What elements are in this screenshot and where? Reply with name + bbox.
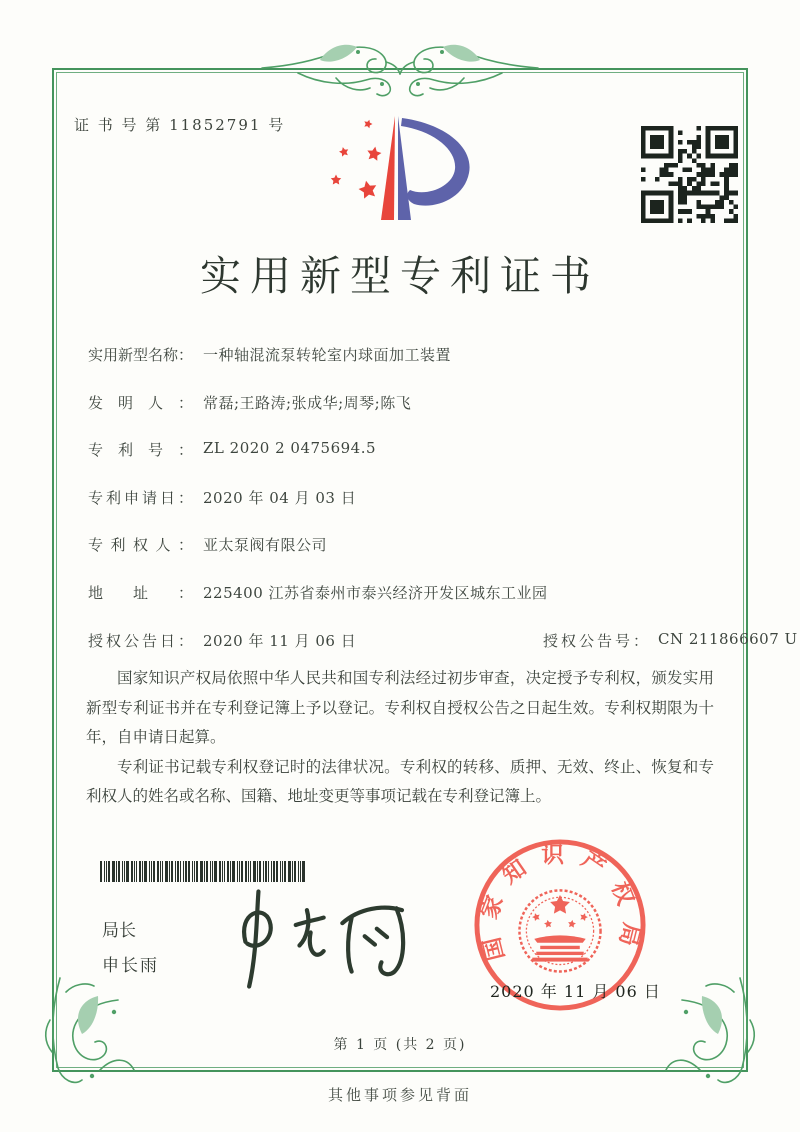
legal-text-block (86, 664, 714, 812)
legal-paragraph-2: 专利证书记载专利权登记时的法律状况。专利权的转移、质押、无效、终止、恢复和专利权人的姓名或名称、国籍、地址变更等事项记载在专利登记簿上。 (86, 757, 714, 805)
field-row-filing-date (88, 487, 356, 508)
grant-number-pair (543, 630, 798, 651)
field-row-patentee (88, 534, 327, 555)
field-row-grant (88, 630, 798, 651)
field-row-address (88, 582, 548, 603)
field-label: 专利权人： (88, 536, 193, 554)
legal-paragraph-1: 国家知识产权局依照中华人民共和国专利法经过初步审查，决定授予专利权，颁发实用新型专利证书并在专利登记簿上予以登记。专利权自授权公告之日起生效。专利权期限为十年，自申请日起算。 (86, 669, 714, 746)
certificate-title: 实用新型专利证书 (200, 252, 600, 300)
field-value: 2020 年 11 月 06 日 (203, 632, 357, 650)
commissioner-name: 申长雨 (102, 956, 159, 976)
field-label: 专利申请日： (88, 489, 193, 507)
field-value: 亚太泵阀有限公司 (203, 536, 328, 554)
seal-date: 2020 年 11 月 06 日 (490, 982, 661, 1001)
field-row-utility-name (88, 344, 451, 365)
field-label: 实用新型名称： (88, 346, 194, 364)
field-value: 一种轴混流泵转轮室内球面加工装置 (203, 346, 452, 364)
back-side-note: 其他事项参见背面 (327, 1086, 472, 1104)
field-label: 授权公告日： (88, 632, 193, 650)
handwritten-signature-icon (210, 880, 415, 998)
cnipa-logo-icon (324, 110, 476, 238)
field-label: 发明人： (88, 394, 193, 412)
field-value: 225400 江苏省泰州市泰兴经济开发区城东工业园 (203, 584, 548, 602)
field-row-patent-number (88, 439, 376, 460)
field-label: 专利号： (88, 441, 193, 459)
page-number: 第 1 页 (共 2 页) (333, 1037, 467, 1053)
certificate-number: 证 书 号 第 11852791 号 (74, 116, 286, 134)
field-value: CN 211866607 U (658, 630, 798, 648)
field-value: ZL 2020 2 0475694.5 (203, 439, 377, 457)
field-label: 地址： (88, 584, 193, 602)
qr-code (641, 126, 738, 227)
field-label: 授权公告号： (543, 632, 648, 650)
commissioner-title: 局长 (102, 921, 136, 941)
field-row-inventors (88, 392, 411, 413)
national-emblem-icon (519, 890, 600, 971)
field-value: 2020 年 04 月 03 日 (203, 489, 357, 507)
field-value: 常磊;王路涛;张成华;周琴;陈飞 (203, 394, 412, 412)
seal-arc-text: 国家知识产权局 (475, 842, 645, 963)
